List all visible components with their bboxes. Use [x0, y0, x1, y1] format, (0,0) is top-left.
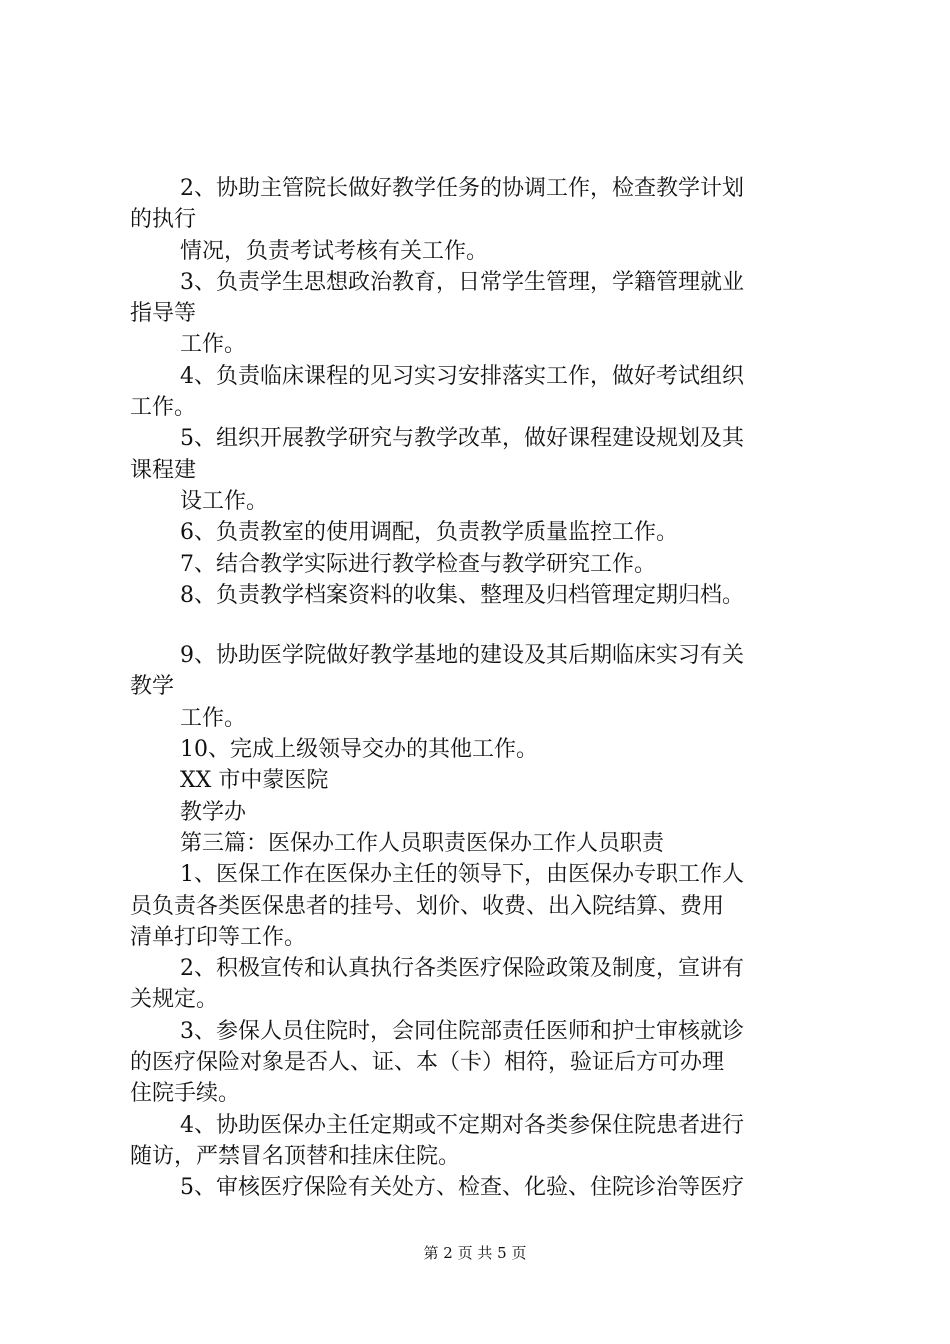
text-line: 2、协助主管院长做好教学任务的协调工作，检查教学计划 [180, 176, 744, 201]
text-line: XX 市中蒙医院 [180, 768, 329, 794]
text-line: 教学 [130, 674, 175, 700]
text-line: 工作。 [130, 395, 197, 421]
text-line: 情况，负责考试考核有关工作。 [180, 238, 489, 264]
text-line: 清单打印等工作。 [130, 924, 307, 950]
text-line: 2、积极宣传和认真执行各类医疗保险政策及制度，宣讲有 [180, 956, 744, 982]
text-line: 6、负责教室的使用调配，负责教学质量监控工作。 [180, 520, 678, 546]
text-line: 随访，严禁冒名顶替和挂床住院。 [130, 1143, 461, 1169]
document-body [130, 173, 830, 1204]
text-line: 教学办 [180, 799, 247, 825]
text-line: 4、负责临床课程的见习实习安排落实工作，做好考试组织 [180, 363, 744, 389]
page-footer: 第 2 页 共 5 页 [423, 1244, 527, 1262]
text-line: 住院手续。 [130, 1081, 241, 1107]
text-line: 10、完成上级领导交办的其他工作。 [180, 737, 538, 763]
paragraph-gap [130, 611, 830, 640]
text-line: 第三篇：医保办工作人员职责医保办工作人员职责 [180, 830, 665, 856]
text-line: 工作。 [180, 332, 247, 358]
text-line: 3、参保人员住院时，会同住院部责任医师和护士审核就诊 [180, 1018, 744, 1044]
text-line: 设工作。 [180, 488, 269, 514]
text-line: 4、协助医保办主任定期或不定期对各类参保住院患者进行 [180, 1112, 744, 1138]
text-line: 员负责各类医保患者的挂号、划价、收费、出入院结算、费用 [130, 893, 725, 919]
text-line: 3、负责学生思想政治教育，日常学生管理，学籍管理就业 [180, 269, 744, 295]
text-line: 的执行 [130, 207, 197, 233]
text-line: 指导等 [130, 301, 197, 327]
text-line: 7、结合教学实际进行教学检查与教学研究工作。 [180, 551, 656, 577]
text-line: 的医疗保险对象是否人、证、本（卡）相符，验证后方可办理 [130, 1050, 725, 1076]
text-line: 1、医保工作在医保办主任的领导下，由医保办专职工作人 [180, 862, 744, 888]
text-line: 课程建 [130, 457, 197, 483]
text-line: 工作。 [180, 705, 247, 731]
text-line: 5、组织开展教学研究与教学改革，做好课程建设规划及其 [180, 426, 744, 452]
text-line: 5、审核医疗保险有关处方、检查、化验、住院诊治等医疗 [180, 1175, 744, 1201]
text-line: 8、负责教学档案资料的收集、整理及归档管理定期归档。 [180, 582, 744, 608]
text-line: 9、协助医学院做好教学基地的建设及其后期临床实习有关 [180, 643, 744, 669]
text-line: 关规定。 [130, 987, 219, 1013]
